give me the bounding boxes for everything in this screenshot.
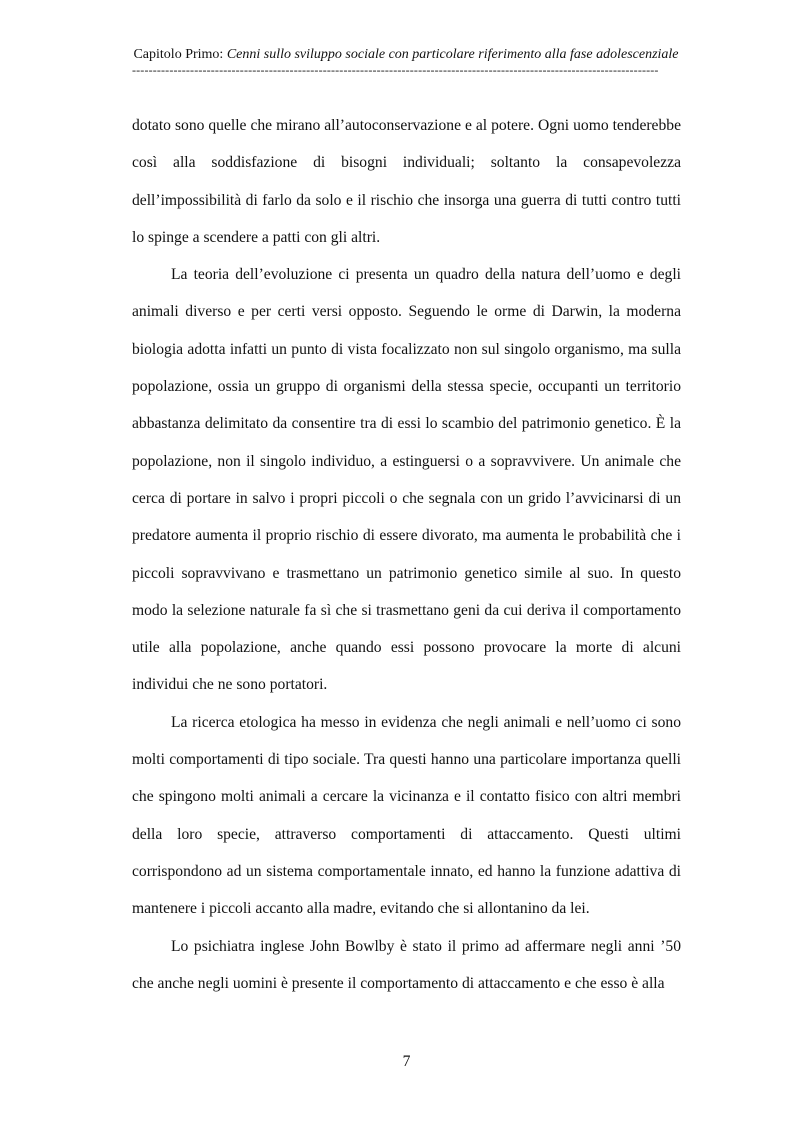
page-number: 7 [402, 1053, 411, 1070]
chapter-title: Cenni sullo sviluppo sociale con particolare riferimento alla fase adolescenziale [226, 47, 679, 62]
paragraph-2: La teoria dell’evoluzione ci presenta un quadro della natura dell’uomo e degli animali diverso e per certi versi opposto. Seguendo le orme di Darwin, la moderna biologia adotta infatti un punto di vista focalizzato non sul singolo organismo, ma sulla popolazione, ossia un gruppo di organismi della stessa specie, occupanti un territorio abbastanza delimitato da consentire tra di essi lo scambio del patrimonio genetico. È la popolazione, non il singolo individuo, a estinguersi o a sopravvivere. Un animale che cerca di portare in salvo i propri piccoli o che segnala con un grido l’avvicinarsi di un predatore aumenta il proprio rischio di essere divorato, ma aumenta le probabilità che i piccoli sopravvivano e trasmettano un patrimonio genetico simile al suo. In questo modo la selezione naturale fa sì che si trasmettano geni da cui deriva il comportamento utile alla popolazione, anche quando essi possono provocare la morte di alcuni individui che ne sono portatori. [132, 266, 681, 694]
paragraph-3: La ricerca etologica ha messo in evidenza che negli animali e nell’uomo ci sono molti comportamenti di tipo sociale. Tra questi hanno una particolare importanza quelli che spingono molti animali a cercare la vicinanza e il contatto fisico con altri membri della loro specie, attraverso comportamenti di attaccamento. Questi ultimi corrispondono ad un sistema comportamentale innato, ed hanno la funzione adattiva di mantenere i piccoli accanto alla madre, evitando che si allontanino da lei. [132, 713, 681, 918]
paragraph-1: dotato sono quelle che mirano all’autoconservazione e al potere. Ogni uomo tenderebbe così alla soddisfazione di bisogni individuali; soltanto la consapevolezza dell’impossibilità di farlo da solo e il rischio che insorga una guerra di tutti contro tutti lo spinge a scendere a patti con gli altri. [132, 117, 681, 246]
body-text [132, 107, 681, 1002]
paragraph-4: Lo psichiatra inglese John Bowlby è stato il primo ad affermare negli anni ’50 che anche negli uomini è presente il comportamento di attaccamento e che esso è alla [132, 937, 681, 992]
chapter-label: Capitolo Primo: [133, 47, 224, 62]
header-dashed-rule: ------------------------------------------------------------------------------------------------------------------------------- [132, 63, 659, 77]
